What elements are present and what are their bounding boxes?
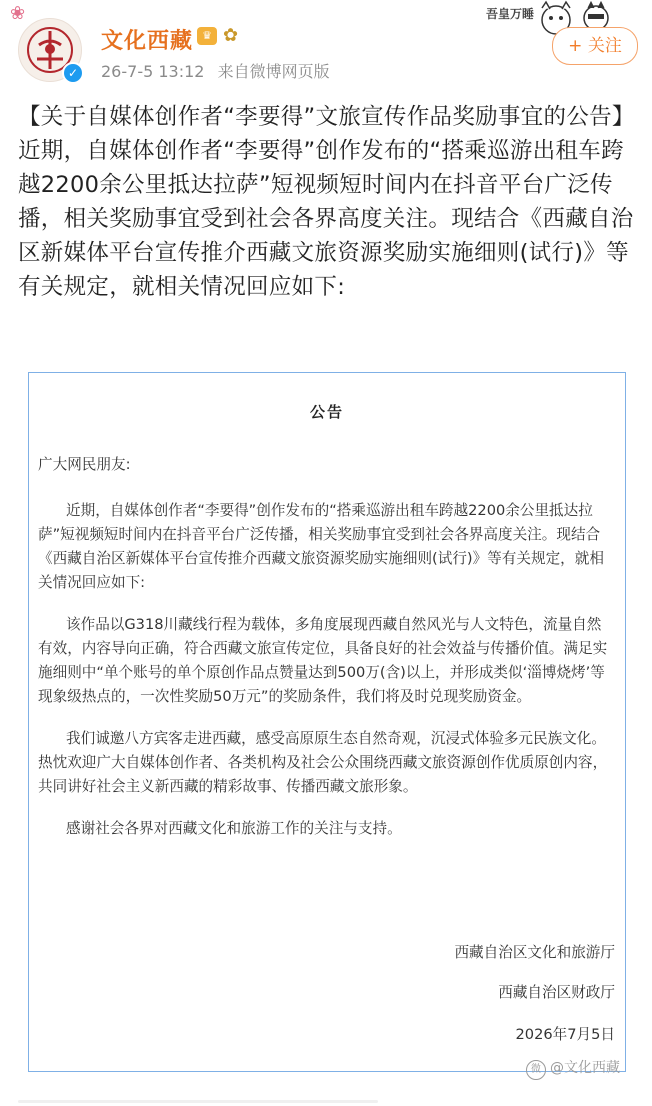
username[interactable]: 文化西藏: [101, 29, 194, 54]
post-source: 来自微博网页版: [217, 62, 330, 81]
notice-greeting: 广大网民朋友:: [38, 456, 131, 473]
divider: [18, 1100, 378, 1103]
crown-badge-icon[interactable]: ♛: [197, 27, 217, 45]
heart-sticker-icon: ❀: [10, 3, 26, 24]
post-meta: [101, 59, 338, 82]
notice-signatory-finance: 西藏自治区财政厅: [498, 984, 615, 1001]
post-title: 【关于自媒体创作者“李要得”文旅宣传作品奖励事宜的公告】: [18, 104, 635, 130]
weibo-logo-icon: 微: [526, 1060, 546, 1080]
notice-paragraph: 我们诚邀八方宾客走进西藏，感受高原原生态自然奇观，沉浸式体验多元民族文化。热忱欢迎广大自媒体创作者、各类机构及社会公众围绕西藏文旅资源创作优质原创内容，共同讲好社会主义新西藏的精彩故事、传播西藏文旅形象。: [38, 730, 608, 795]
follow-button[interactable]: + 关注: [552, 27, 638, 65]
notice-paragraph: 感谢社会各界对西藏文化和旅游工作的关注与支持。: [66, 820, 402, 837]
post-header: [0, 0, 652, 95]
notice-body: [38, 453, 613, 859]
notice-title: 公告: [309, 403, 344, 421]
notice-paragraph: 近期，自媒体创作者“李要得”创作发布的“搭乘巡游出租车跨越2200余公里抵达拉萨”短视频短时间内在抖音平台广泛传播，相关奖励事宜受到社会各界高度关注。现结合《西藏自治区新媒体平台宣传推介西藏文旅资源奖励实施细则(试行)》等有关规定，就相关情况回应如下:: [38, 502, 604, 591]
svg-text:吾皇万睡: 吾皇万睡: [486, 7, 535, 21]
watermark: [526, 1057, 620, 1080]
post-content: [18, 100, 636, 304]
watermark-text: @文化西藏: [550, 1060, 620, 1076]
notice-image[interactable]: [28, 372, 626, 1072]
post-timestamp: 26-7-5 13:12: [101, 62, 205, 81]
notice-signatory-culture-tourism: 西藏自治区文化和旅游厅: [454, 944, 615, 961]
notice-date: 2026年7月5日: [515, 1026, 615, 1043]
notice-paragraph: 该作品以G318川藏线行程为载体，多角度展现西藏自然风光与人文特色，流量自然有效，内容导向正确，符合西藏文旅宣传定位，具备良好的社会效益与传播价值。满足实施细则中“单个账号的单个原创作品点赞量达到500万(含)以上，并形成类似‘淄博烧烤’等现象级热点的，一次性奖励50万元”的奖励条件，我们将及时兑现奖励资金。: [38, 616, 608, 705]
flower-badge-icon[interactable]: ✿: [223, 25, 239, 46]
verified-check-icon: ✓: [62, 62, 84, 84]
post-body: 近期，自媒体创作者“李要得”创作发布的“搭乘巡游出租车跨越2200余公里抵达拉萨”短视频短时间内在抖音平台广泛传播，相关奖励事宜受到社会各界高度关注。现结合《西藏自治区新媒体平台宣传推介西藏文旅资源奖励实施细则(试行)》等有关规定，就相关情况回应如下:: [18, 138, 634, 300]
